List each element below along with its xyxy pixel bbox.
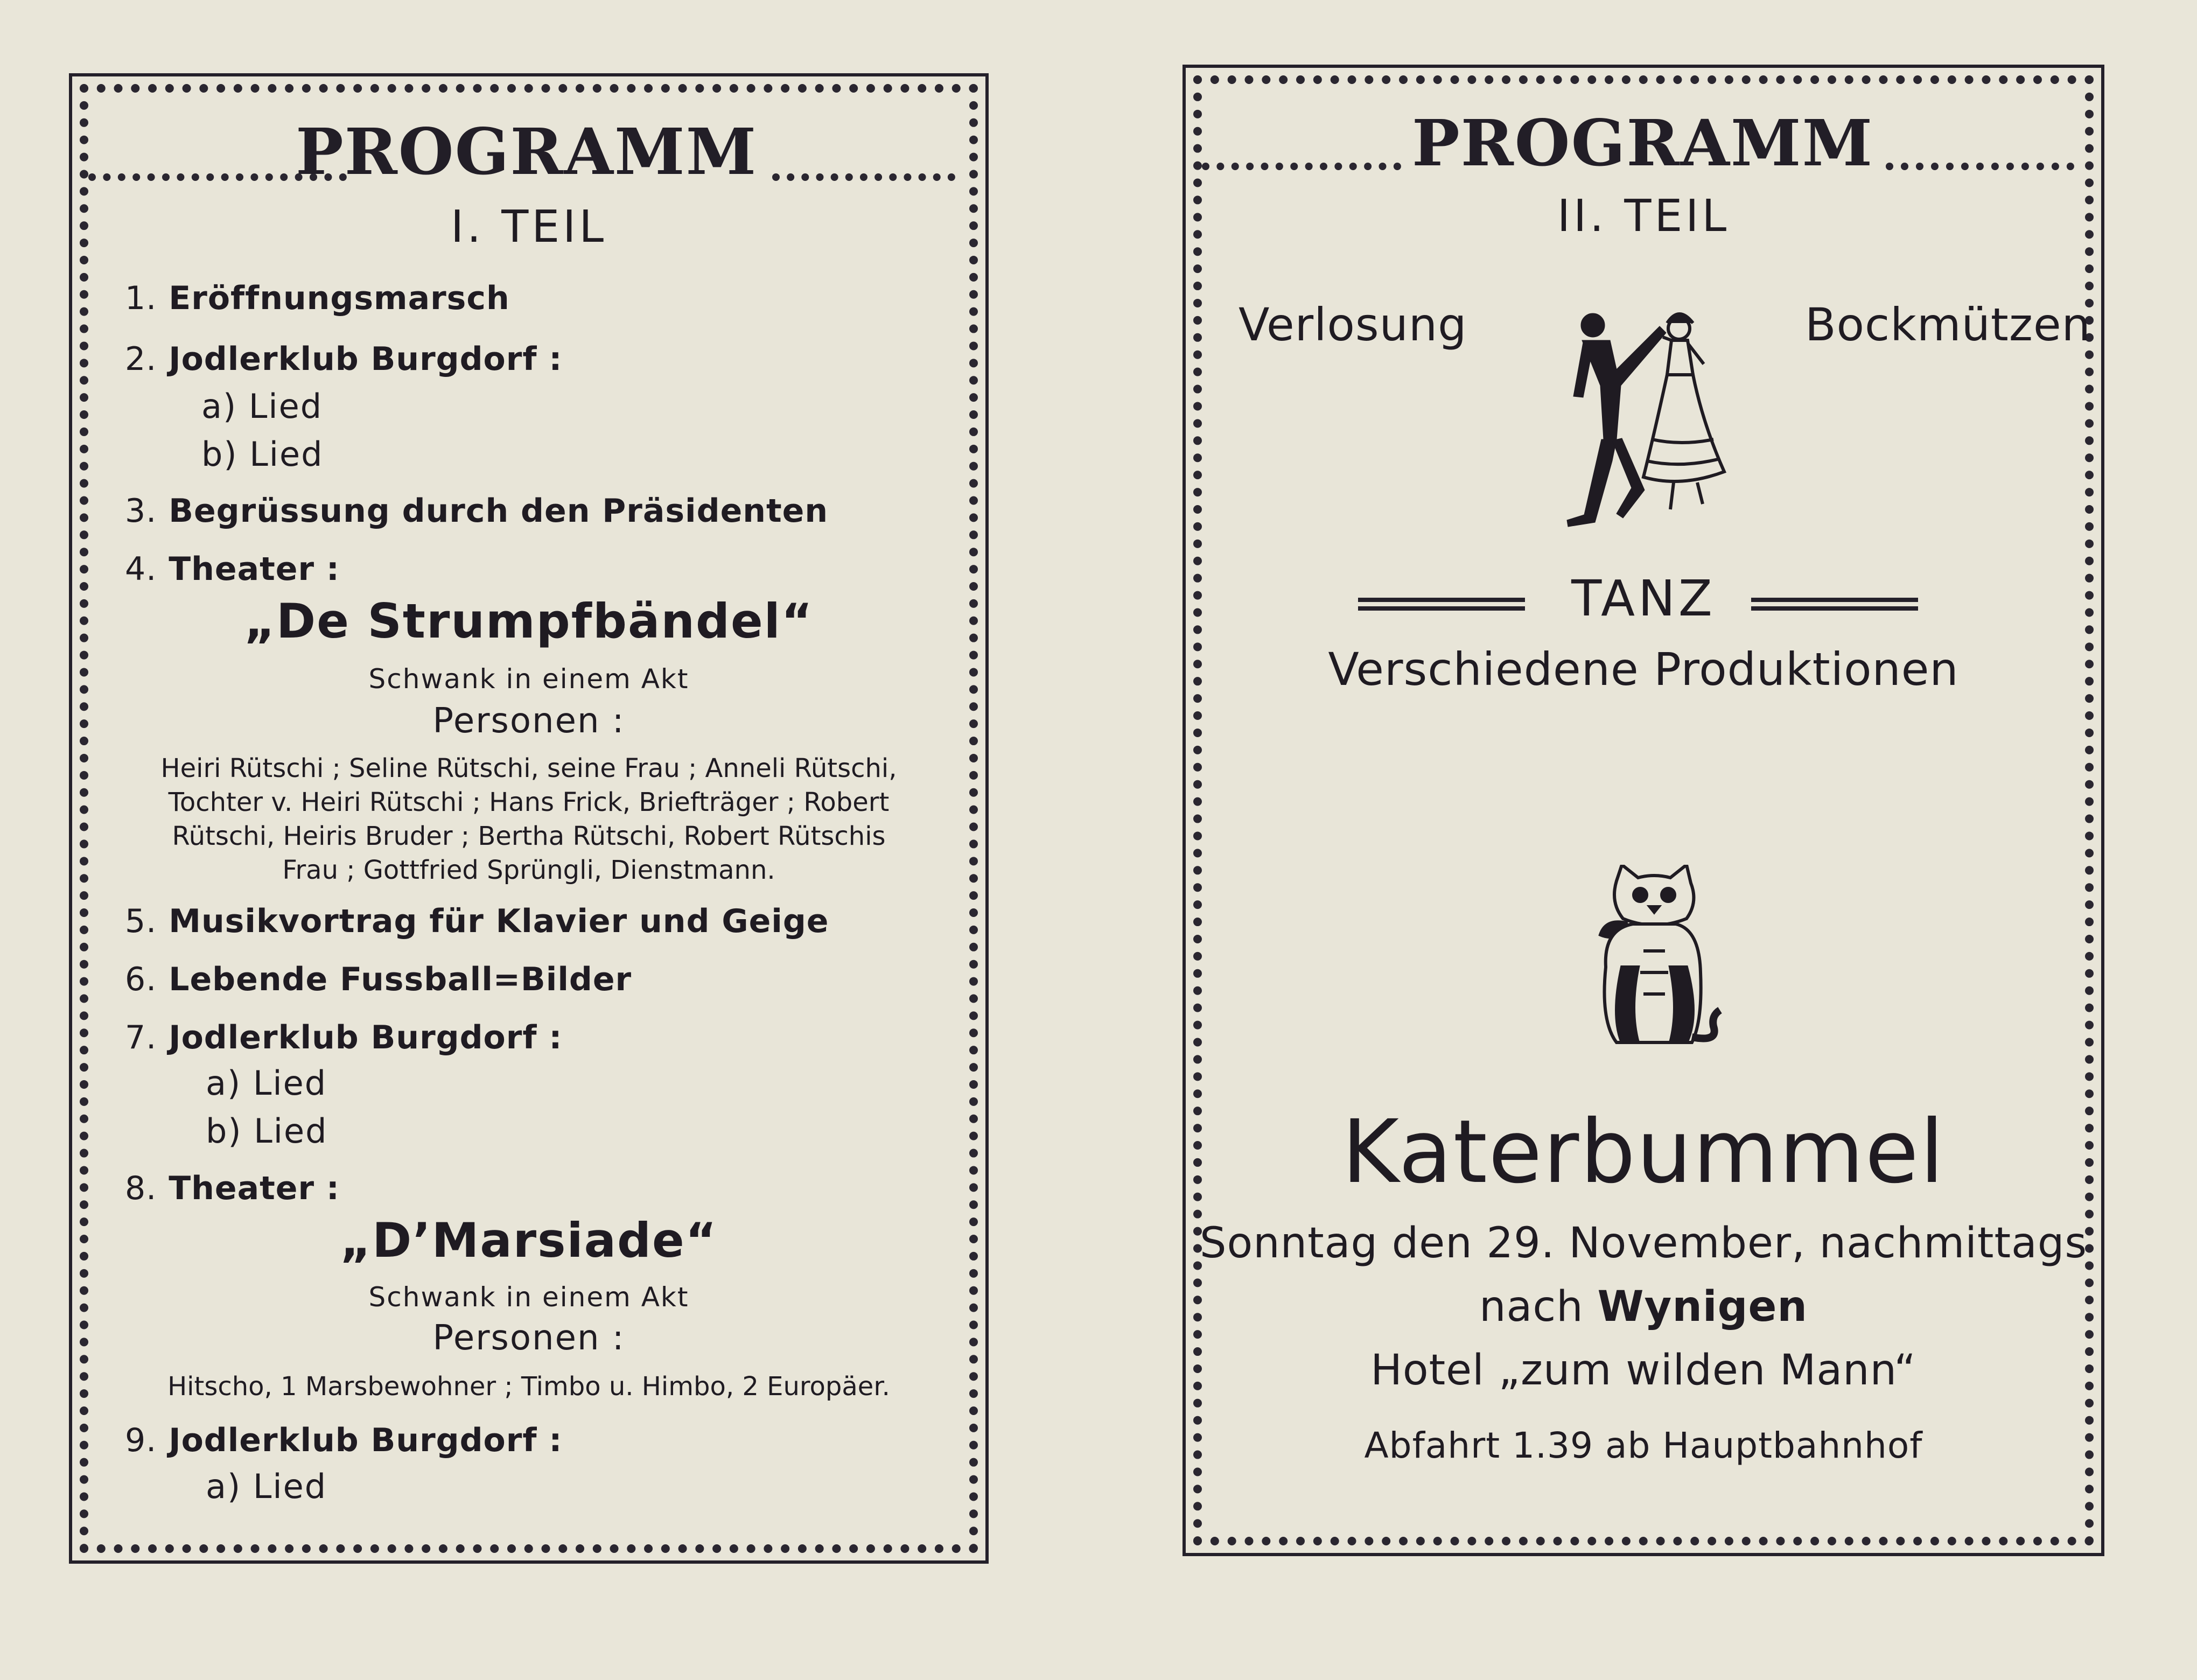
dancing-couple-icon: [1552, 305, 1746, 552]
departure-info: Abfahrt 1.39 ab Hauptbahnhof: [1364, 1425, 1923, 1466]
program-part-one-panel: [69, 73, 989, 1564]
program-item: 5. Musikvortrag für Klavier und Geige: [125, 902, 829, 940]
persons-label: Personen :: [432, 1318, 625, 1358]
event-date: Sonntag den 29. November, nachmittags: [1199, 1219, 2088, 1268]
program-item: 1. Eröffnungsmarsch: [125, 279, 510, 317]
program-item: 8. Theater :: [125, 1170, 340, 1207]
title-leader-right: [772, 173, 955, 181]
rule-right: [1751, 598, 1918, 611]
persons-label: Personen :: [432, 701, 625, 741]
cast-list: Hitscho, 1 Marsbewohner ; Timbo u. Himbo, 2 Europäer.: [167, 1371, 890, 1402]
cast-list: Heiri Rütschi ; Seline Rütschi, seine Frau ; Anneli Rütschi, Tochter v. Heiri Rütschi ; Hans Frick, Briefträger ; Robert Rütschi, Heiris Bruder ; Bertha Rütschi, Robert Rütschis Frau ; Gottfried Sprüngli, Dienstmann.: [160, 753, 897, 885]
part-heading: I. TEIL: [450, 201, 607, 253]
event-place: nach Wynigen: [1479, 1283, 1808, 1331]
sub-item: a) Lied: [206, 1467, 327, 1506]
play-title: „D’Marsiade“: [340, 1213, 718, 1268]
sub-item: a) Lied: [206, 1063, 327, 1103]
title-leader-right: [1886, 163, 2074, 170]
program-item: 9. Jodlerklub Burgdorf :: [125, 1422, 563, 1459]
program-item: 2. Jodlerklub Burgdorf :: [125, 340, 563, 378]
caps-label: Bockmützen: [1805, 298, 2091, 351]
title-leader-left: [1202, 163, 1401, 170]
program-item: 3. Begrüssung durch den Präsidenten: [125, 492, 829, 530]
play-title: „De Strumpfbändel“: [244, 593, 814, 649]
play-genre: Schwank in einem Akt: [368, 663, 689, 695]
event-title: Katerbummel: [1341, 1102, 1946, 1203]
cat-icon: [1584, 865, 1724, 1059]
play-genre: Schwank in einem Akt: [368, 1282, 689, 1313]
program-item: 6. Lebende Fussball=Bilder: [125, 961, 632, 998]
dance-heading: TANZ: [1571, 570, 1716, 627]
productions-line: Verschiedene Produktionen: [1328, 643, 1959, 696]
program-part-two-panel: [1183, 65, 2104, 1556]
sub-item: a) Lied: [201, 387, 323, 426]
place-name: Wynigen: [1597, 1283, 1808, 1331]
program-item: 7. Jodlerklub Burgdorf :: [125, 1019, 563, 1056]
program-title: PROGRAMM: [296, 114, 758, 189]
program-title: PROGRAMM: [1412, 106, 1874, 180]
raffle-label: Verlosung: [1239, 298, 1467, 351]
event-hotel: Hotel „zum wilden Mann“: [1370, 1346, 1916, 1395]
sub-item: b) Lied: [206, 1111, 328, 1151]
sub-item: b) Lied: [201, 435, 324, 474]
part-heading: II. TEIL: [1557, 191, 1730, 242]
program-item: 4. Theater :: [125, 550, 340, 588]
